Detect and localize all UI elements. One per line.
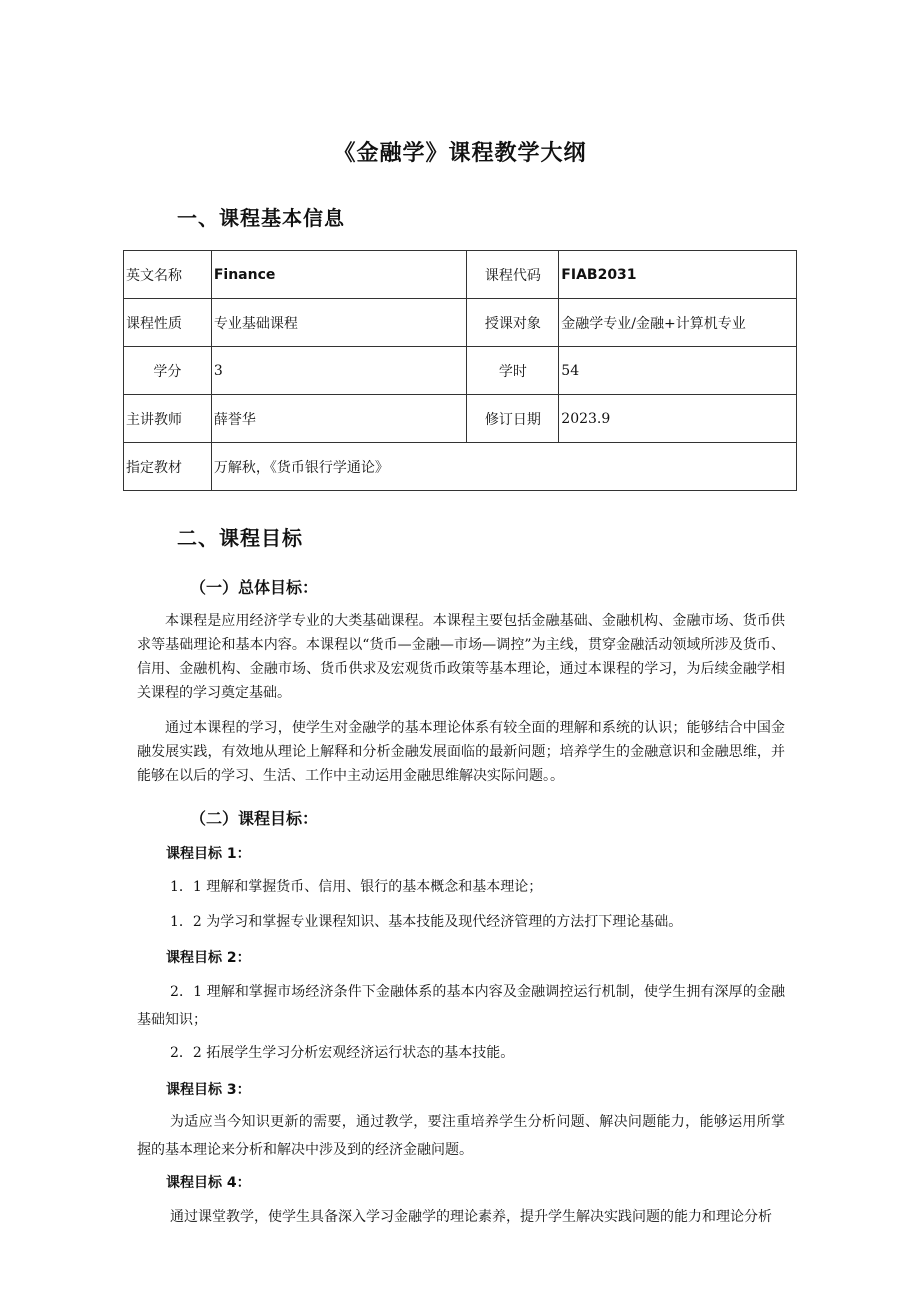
- table-row: [124, 251, 797, 299]
- label-textbook: 指定教材: [124, 443, 212, 491]
- label-lecturer: 主讲教师: [124, 395, 212, 443]
- value-hours: 54: [559, 347, 797, 395]
- paragraph-overall-1: 本课程是应用经济学专业的大类基础课程。本课程主要包括金融基础、金融机构、金融市场、货币供求等基础理论和基本内容。本课程以“货币—金融—市场—调控”为主线，贯穿金融活动领域所涉及货币、信用、金融机构、金融市场、货币供求及宏观货币政策等基本理论，通过本课程的学习，为后续金融学相关课程的学习奠定基础。: [137, 613, 785, 701]
- goal-2-heading: 课程目标 2：: [166, 950, 251, 966]
- section-heading-basic-info: 一、课程基本信息: [177, 206, 345, 230]
- subheading-course-goals: （二）课程目标：: [190, 809, 319, 828]
- table-row: [124, 347, 797, 395]
- value-english-name: Finance: [211, 251, 467, 299]
- label-hours: 学时: [467, 347, 559, 395]
- value-course-code: FIAB2031: [559, 251, 797, 299]
- label-revision-date: 修订日期: [467, 395, 559, 443]
- goal-1-item-2: 1．2 为学习和掌握专业课程知识、基本技能及现代经济管理的方法打下理论基础。: [170, 914, 683, 930]
- goal-4-text: 通过课堂教学，使学生具备深入学习金融学的理论素养，提升学生解决实践问题的能力和理论分析: [170, 1209, 772, 1225]
- goal-3-heading: 课程目标 3：: [166, 1082, 251, 1098]
- goal-1-heading: 课程目标 1：: [166, 846, 251, 862]
- goal-2-item-1: 2．1 理解和掌握市场经济条件下金融体系的基本内容及金融调控运行机制，使学生拥有深厚的金融基础知识；: [137, 984, 785, 1028]
- value-lecturer: 薛誉华: [211, 395, 467, 443]
- section-heading-course-objectives: 二、课程目标: [177, 526, 303, 550]
- paragraph-overall-2: 通过本课程的学习，使学生对金融学的基本理论体系有较全面的理解和系统的认识；能够结合中国金融发展实践，有效地从理论上解释和分析金融发展面临的最新问题；培养学生的金融意识和金融思维，并能够在以后的学习、生活、工作中主动运用金融思维解决实际问题。。: [137, 720, 785, 784]
- value-course-nature: 专业基础课程: [211, 299, 467, 347]
- table-row: [124, 443, 797, 491]
- course-info-table: [123, 250, 797, 491]
- goal-4-heading: 课程目标 4：: [166, 1175, 251, 1191]
- label-course-code: 课程代码: [467, 251, 559, 299]
- goal-3-text: 为适应当今知识更新的需要，通过教学，要注重培养学生分析问题、解决问题能力，能够运用所掌握的基本理论来分析和解决中涉及到的经济金融问题。: [137, 1114, 785, 1158]
- label-credits: 学分: [124, 347, 212, 395]
- document-title: 《金融学》课程教学大纲: [333, 141, 587, 166]
- goal-1-item-1: 1．1 理解和掌握货币、信用、银行的基本概念和基本理论；: [170, 879, 543, 895]
- table-row: [124, 299, 797, 347]
- label-english-name: 英文名称: [124, 251, 212, 299]
- table-row: [124, 395, 797, 443]
- value-credits: 3: [211, 347, 467, 395]
- subheading-overall-goal: （一）总体目标：: [190, 578, 319, 597]
- label-audience: 授课对象: [467, 299, 559, 347]
- value-audience: 金融学专业/金融+计算机专业: [559, 299, 797, 347]
- value-textbook: 万解秋，《货币银行学通论》: [211, 443, 796, 491]
- value-revision-date: 2023.9: [559, 395, 797, 443]
- label-course-nature: 课程性质: [124, 299, 212, 347]
- goal-2-item-2: 2．2 拓展学生学习分析宏观经济运行状态的基本技能。: [170, 1045, 515, 1061]
